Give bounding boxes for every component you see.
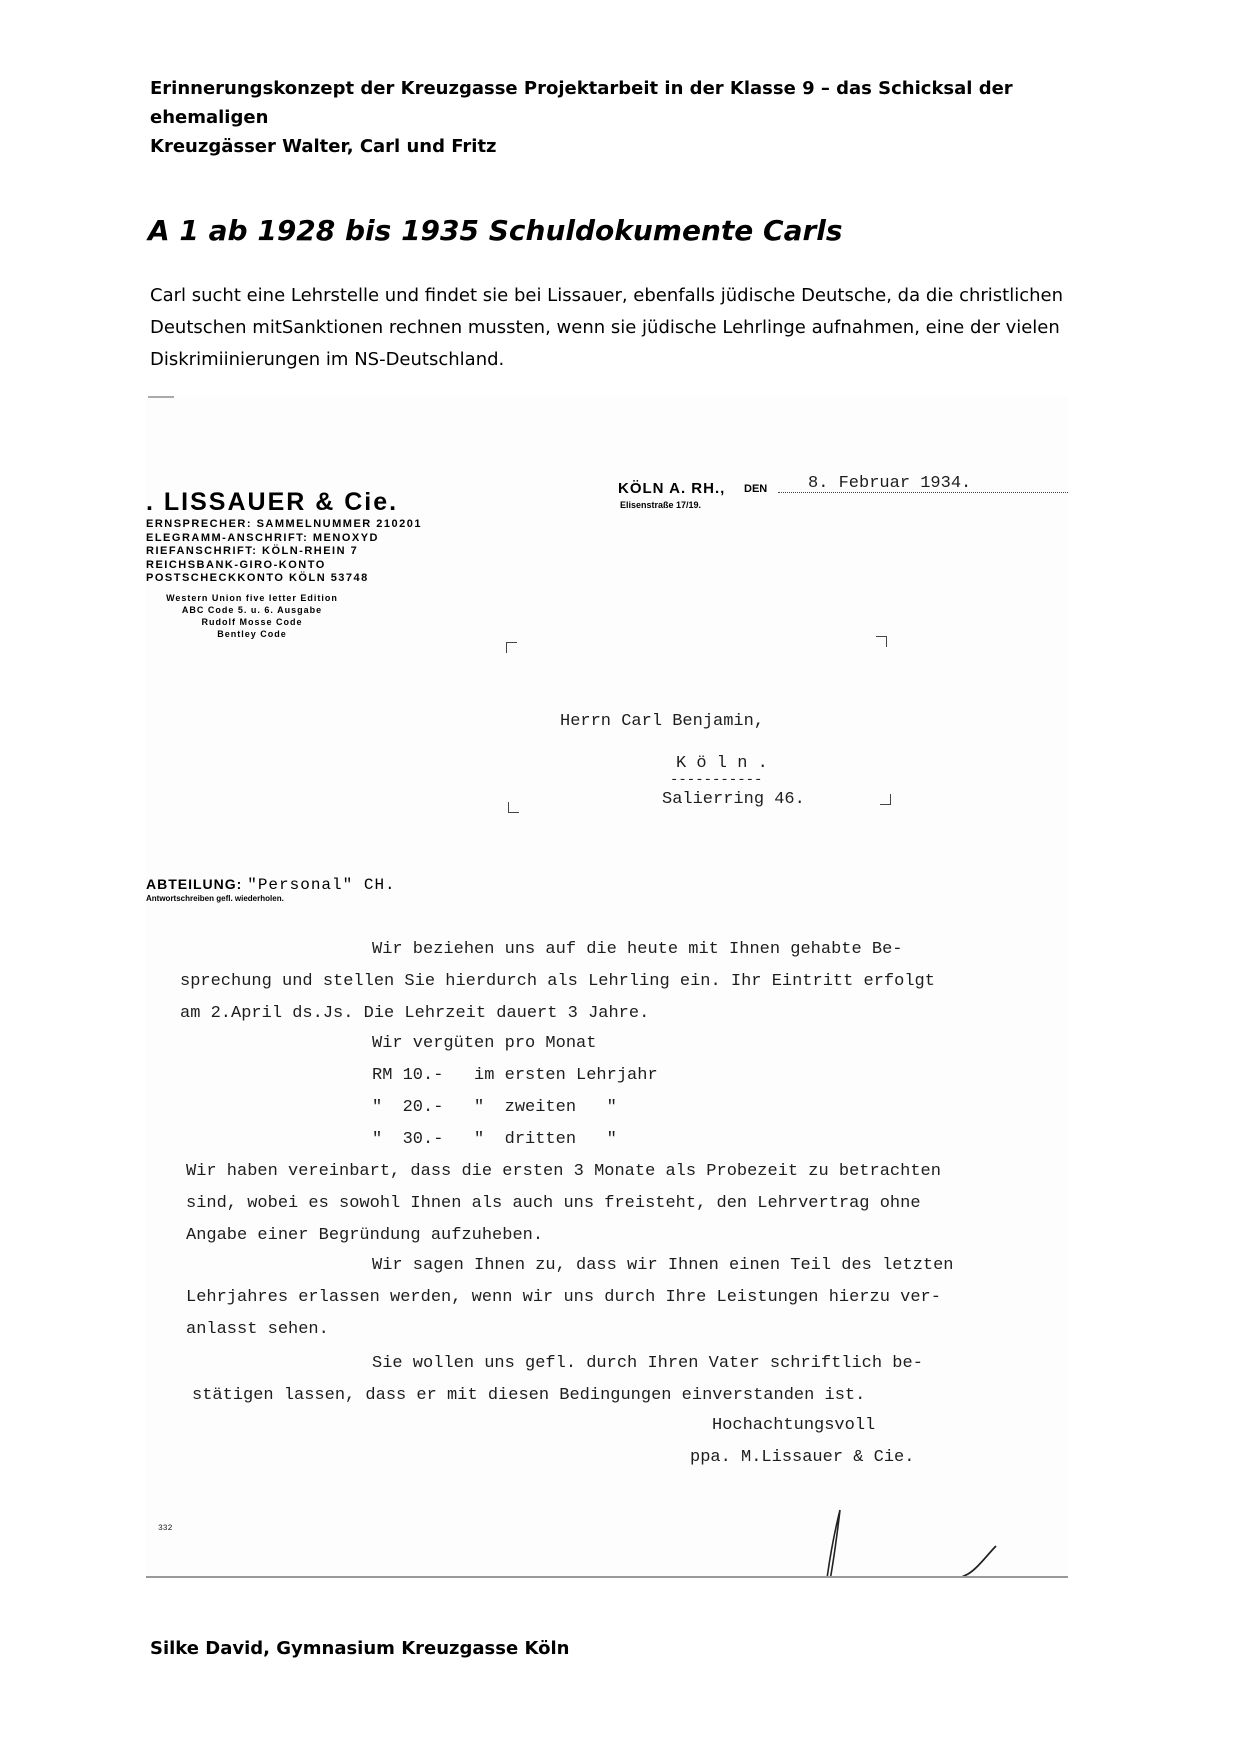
closing-text: Hochachtungsvoll bbox=[712, 1416, 876, 1435]
body-line: Lehrjahres erlassen werden, wenn wir uns durch Ihre Leistungen hierzu ver- bbox=[186, 1288, 941, 1307]
recipient-city-underline: ----------- bbox=[670, 772, 763, 788]
department-line bbox=[146, 876, 396, 894]
letterhead-firm: . LISSAUER & Cie. bbox=[146, 488, 399, 516]
code-line: Rudolf Mosse Code bbox=[201, 617, 303, 627]
letter-street: Elisenstraße 17/19. bbox=[620, 500, 702, 510]
letterhead-line: ERNSPRECHER: SAMMELNUMMER 210201 bbox=[146, 518, 422, 530]
department-note: Antwortschreiben gefl. wiederholen. bbox=[146, 894, 284, 903]
body-line: Sie wollen uns gefl. durch Ihren Vater schriftlich be- bbox=[372, 1354, 923, 1373]
page-header bbox=[150, 74, 1090, 161]
window-mark-top-left bbox=[506, 642, 517, 653]
letterhead-line: REICHSBANK-GIRO-KONTO bbox=[146, 558, 326, 571]
letterhead-details bbox=[146, 518, 422, 586]
recipient-name: Herrn Carl Benjamin, bbox=[560, 712, 765, 731]
code-line: Bentley Code bbox=[217, 629, 287, 639]
department-value: "Personal" CH. bbox=[247, 876, 396, 894]
signature-text: ppa. M.Lissauer & Cie. bbox=[690, 1448, 915, 1467]
body-line: " 30.- " dritten " bbox=[372, 1130, 617, 1149]
page-footer: Silke David, Gymnasium Kreuzgasse Köln bbox=[150, 1638, 570, 1659]
body-line: anlasst sehen. bbox=[186, 1320, 329, 1339]
handwritten-signature bbox=[806, 1504, 1006, 1578]
body-line: sind, wobei es sowohl Ihnen als auch uns freisteht, den Lehrvertrag ohne bbox=[186, 1194, 921, 1213]
letter-place: KÖLN A. RH., bbox=[618, 480, 726, 497]
scanned-letter bbox=[146, 396, 1068, 1578]
letterhead-line: ELEGRAMM-ANSCHRIFT: MENOXYD bbox=[146, 531, 379, 544]
window-mark-top-right bbox=[876, 636, 887, 647]
recipient-city: K ö l n . bbox=[676, 754, 768, 773]
header-line-1: Erinnerungskonzept der Kreuzgasse Projektarbeit in der Klasse 9 – das Schicksal der ehemaligen bbox=[150, 78, 1013, 128]
body-line: am 2.April ds.Js. Die Lehrzeit dauert 3 Jahre. bbox=[180, 1004, 650, 1023]
intro-paragraph: Carl sucht eine Lehrstelle und findet sie bei Lissauer, ebenfalls jüdische Deutsche, da die christlichen Deutschen mitSanktionen rechnen mussten, wenn sie jüdische Lehrlinge aufnahmen, eine der vielen Diskrimiinierungen im NS-Deutschland. bbox=[150, 285, 1063, 370]
letter-date: 8. Februar 1934. bbox=[808, 474, 972, 493]
body-line: Wir vergüten pro Monat bbox=[372, 1034, 597, 1053]
scan-edge-line bbox=[148, 396, 174, 398]
header-line-2: Kreuzgässer Walter, Carl und Fritz bbox=[150, 136, 497, 157]
code-line: Western Union five letter Edition bbox=[166, 593, 338, 603]
body-line: stätigen lassen, dass er mit diesen Bedingungen einverstanden ist. bbox=[192, 1386, 866, 1405]
document-heading: A 1 ab 1928 bis 1935 Schuldokumente Carls bbox=[148, 214, 843, 247]
document-id: 332 bbox=[158, 1524, 173, 1533]
body-line: Wir haben vereinbart, dass die ersten 3 Monate als Probezeit zu betrachten bbox=[186, 1162, 941, 1181]
letterhead-codes bbox=[152, 592, 352, 640]
department-label: ABTEILUNG: bbox=[146, 876, 243, 892]
body-line: Wir beziehen uns auf die heute mit Ihnen gehabte Be- bbox=[372, 940, 903, 959]
body-line: sprechung und stellen Sie hierdurch als Lehrling ein. Ihr Eintritt erfolgt bbox=[180, 972, 935, 991]
recipient-street: Salierring 46. bbox=[662, 790, 805, 809]
window-mark-bottom-right bbox=[880, 794, 891, 805]
letterhead-line: POSTSCHECKKONTO KÖLN 53748 bbox=[146, 572, 369, 584]
body-line: RM 10.- im ersten Lehrjahr bbox=[372, 1066, 658, 1085]
body-line: " 20.- " zweiten " bbox=[372, 1098, 617, 1117]
letter-date-prefix: DEN bbox=[744, 483, 768, 495]
window-mark-bottom-left bbox=[508, 802, 519, 813]
letterhead-line: RIEFANSCHRIFT: KÖLN-RHEIN 7 bbox=[146, 545, 359, 557]
body-line: Angabe einer Begründung aufzuheben. bbox=[186, 1226, 544, 1245]
body-line: Wir sagen Ihnen zu, dass wir Ihnen einen Teil des letzten bbox=[372, 1256, 954, 1275]
code-line: ABC Code 5. u. 6. Ausgabe bbox=[181, 605, 323, 615]
